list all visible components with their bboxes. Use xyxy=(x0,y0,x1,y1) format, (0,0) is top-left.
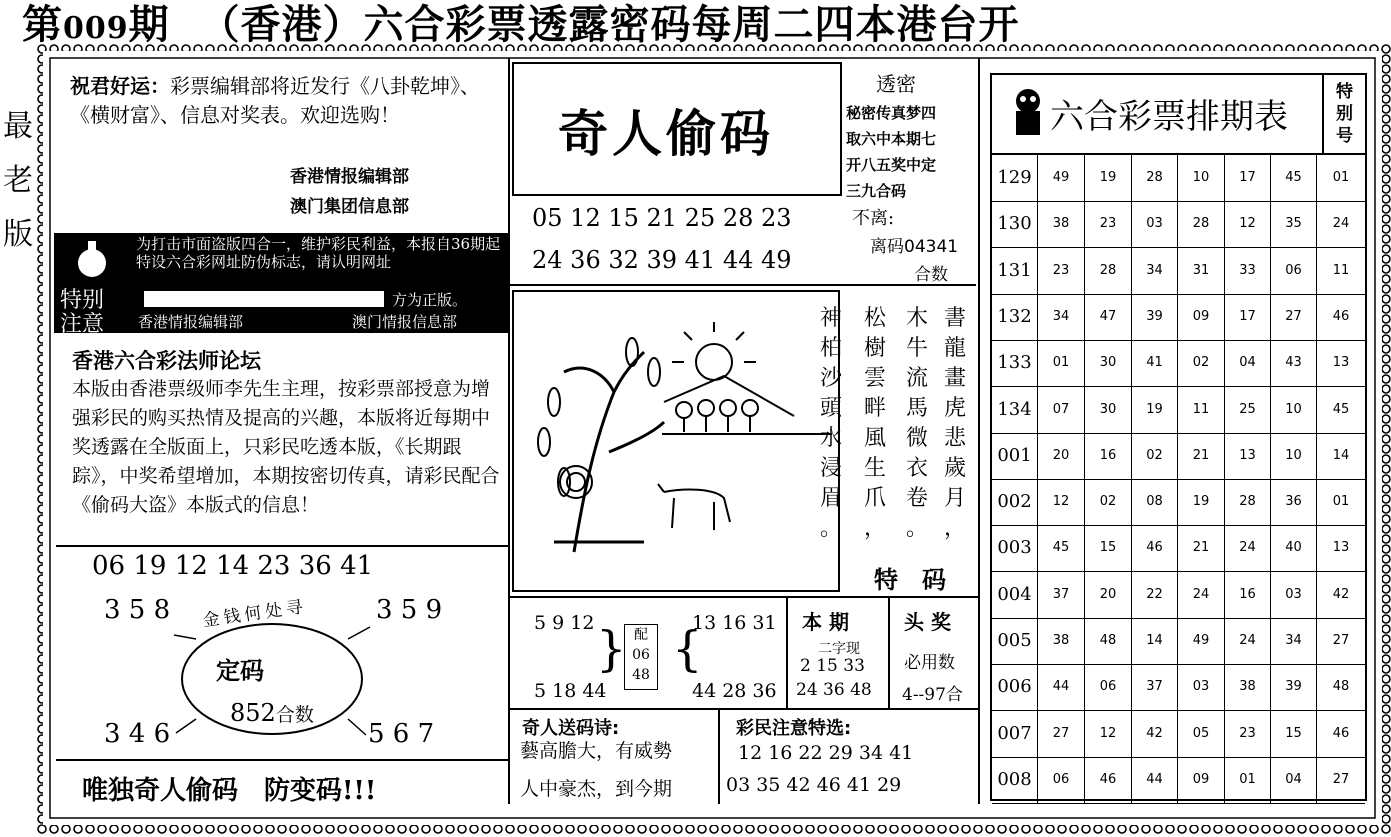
period-cell: 004 xyxy=(992,572,1038,618)
table-row xyxy=(992,572,1365,619)
number-cell: 28 xyxy=(1225,479,1271,525)
forum-panel xyxy=(56,335,508,547)
number-cell: 03 xyxy=(1132,201,1178,247)
greeting-lead: 祝君好运： xyxy=(70,74,170,98)
qiren-title-box xyxy=(512,62,842,196)
current-l1: 二字现 xyxy=(818,641,860,657)
notice-sign2: 澳门情报信息部 xyxy=(352,313,458,331)
send-poem-panel xyxy=(512,712,716,804)
number-cell: 28 xyxy=(1085,248,1132,294)
number-cell: 38 xyxy=(1038,201,1085,247)
number-cell: 37 xyxy=(1038,572,1085,618)
special-number-cell: 01 xyxy=(1332,170,1350,185)
number-cell: 15 xyxy=(1085,525,1132,571)
number-cell: 21 xyxy=(1178,433,1225,479)
number-cell: 02 xyxy=(1178,340,1225,386)
head-prize-l1: 必用数 xyxy=(904,653,955,673)
poem-col-4: 神 柏 沙 頭 水 浸 眉 。 xyxy=(819,306,842,541)
qiren-rule xyxy=(510,284,976,286)
poem-block xyxy=(816,304,976,548)
pick-l2: 03 35 42 46 41 29 xyxy=(726,774,902,796)
special-number-cell: 14 xyxy=(1332,447,1350,463)
middle-divider xyxy=(508,58,510,804)
number-cell: 20 xyxy=(1038,433,1085,479)
number-cell: 15 xyxy=(1271,711,1317,757)
number-cell: 38 xyxy=(1038,618,1085,664)
number-cell: 16 xyxy=(1085,433,1132,479)
table-row xyxy=(992,340,1365,387)
schedule-title: 六合彩票排期表 xyxy=(1050,97,1288,137)
number-cell: 30 xyxy=(1085,387,1132,433)
number-cell: 39 xyxy=(1271,664,1317,710)
pick-panel xyxy=(722,712,978,804)
reveal-l2: 取六中本期七 xyxy=(846,130,937,148)
forum-title: 香港六合彩法师论坛 xyxy=(72,349,261,373)
number-cell: 09 xyxy=(1178,757,1225,803)
table-row xyxy=(992,664,1365,711)
special-number-cell: 11 xyxy=(1332,262,1350,278)
number-cell: 46 xyxy=(1132,525,1178,571)
fixed-numbers: 06 19 12 14 23 36 41 xyxy=(92,551,374,581)
send-poem-l2: 人中豪杰，到今期 xyxy=(520,778,673,800)
mascot-icon xyxy=(1008,85,1048,141)
greeting-body: 彩票编辑部将近发行《八卦乾坤》、《横财富》、信息对奖表。欢迎选购！ xyxy=(70,74,480,127)
current-divider xyxy=(888,598,890,708)
reveal-l7: 合数 xyxy=(914,265,948,285)
send-divider xyxy=(718,710,720,804)
fixed-center-num: 852合数 xyxy=(230,699,314,727)
number-cell: 45 xyxy=(1271,155,1317,201)
number-cell: 24 xyxy=(1178,572,1225,618)
number-cell: 39 xyxy=(1132,294,1178,340)
gourd-icon xyxy=(64,237,124,281)
number-cell: 21 xyxy=(1178,525,1225,571)
poem-col-2: 木 牛 流 馬 微 衣 卷 。 xyxy=(905,306,928,541)
mid-bottom-rule-top xyxy=(510,596,980,598)
number-cell: 12 xyxy=(1225,201,1271,247)
number-cell: 01 xyxy=(1225,757,1271,803)
period-cell: 132 xyxy=(992,294,1038,340)
number-cell: 42 xyxy=(1132,711,1178,757)
special-number-cell: 13 xyxy=(1332,540,1350,556)
pair-divider xyxy=(786,598,788,708)
period-cell: 134 xyxy=(992,387,1038,433)
fixed-center: 定码 xyxy=(216,657,264,685)
number-cell: 10 xyxy=(1178,155,1225,201)
period-cell: 003 xyxy=(992,525,1038,571)
qiren-title: 奇人偷码 xyxy=(558,104,774,163)
special-notice xyxy=(54,233,508,337)
number-cell: 47 xyxy=(1085,294,1132,340)
table-row xyxy=(992,618,1365,665)
qiren-row1: 05 12 15 21 25 28 23 xyxy=(532,204,792,232)
current-l3: 24 36 48 xyxy=(796,680,872,700)
number-cell: 01 xyxy=(1038,340,1085,386)
number-cell: 08 xyxy=(1132,479,1178,525)
special-number-cell: 45 xyxy=(1332,401,1350,417)
head-prize-panel xyxy=(892,600,978,706)
illustration-box xyxy=(512,290,840,592)
reveal-l4: 三九合码 xyxy=(846,182,907,200)
poem-col-3: 松 樹 雲 畔 風 生 爪 ， xyxy=(863,306,886,541)
number-cell: 04 xyxy=(1271,757,1317,803)
number-cell: 22 xyxy=(1132,572,1178,618)
side-label: 最 老 版 xyxy=(3,109,33,252)
number-cell: 19 xyxy=(1085,155,1132,201)
number-cell: 23 xyxy=(1225,711,1271,757)
reveal-panel xyxy=(846,62,976,284)
notice-label1: 特别 xyxy=(60,288,105,313)
table-row xyxy=(992,757,1365,804)
pair-brace-right: { xyxy=(672,621,703,677)
number-cell: 48 xyxy=(1085,618,1132,664)
table-row xyxy=(992,433,1365,480)
number-cell: 23 xyxy=(1085,201,1132,247)
number-cell: 27 xyxy=(1038,711,1085,757)
page-title: 第009期 （香港）六合彩票透露密码每周二四本港台开 xyxy=(22,1,1020,48)
special-number-cell: 01 xyxy=(1332,494,1350,510)
period-cell: 133 xyxy=(992,340,1038,386)
slogan: 唯独奇人偷码 防变码!!! xyxy=(82,776,377,806)
schedule-table xyxy=(990,73,1367,801)
reveal-title: 透密 xyxy=(876,72,916,96)
number-cell: 27 xyxy=(1271,294,1317,340)
number-cell: 34 xyxy=(1132,248,1178,294)
number-cell: 02 xyxy=(1132,433,1178,479)
qiren-row2: 24 36 32 39 41 44 49 xyxy=(532,246,792,274)
notice-suffix: 方为正版。 xyxy=(392,291,468,309)
number-cell: 33 xyxy=(1225,248,1271,294)
special-number-cell: 46 xyxy=(1332,308,1350,324)
number-cell: 06 xyxy=(1085,664,1132,710)
number-cell: 09 xyxy=(1178,294,1225,340)
table-row xyxy=(992,155,1365,202)
fixed-arc: 金钱何处寻 xyxy=(201,596,309,632)
pair-mid-box: 配 06 48 xyxy=(624,624,658,690)
pair-right-bottom: 44 28 36 xyxy=(692,680,777,702)
schedule-header xyxy=(992,75,1365,155)
period-cell: 007 xyxy=(992,711,1038,757)
head-prize-l2: 4--97合 xyxy=(902,685,963,705)
number-cell: 06 xyxy=(1271,248,1317,294)
reveal-l3: 开八五奖中定 xyxy=(846,156,937,174)
send-poem-l1: 藝高膽大，有威勢 xyxy=(520,740,673,762)
current-panel xyxy=(790,600,886,706)
fixed-code-panel xyxy=(56,547,508,761)
pair-right-top: 13 16 31 xyxy=(692,612,777,634)
number-cell: 28 xyxy=(1178,201,1225,247)
fixed-tl: 3 5 8 xyxy=(104,595,171,625)
number-cell: 40 xyxy=(1271,525,1317,571)
period-cell: 131 xyxy=(992,248,1038,294)
number-cell: 06 xyxy=(1038,757,1085,803)
pair-panel xyxy=(512,600,784,706)
number-cell: 24 xyxy=(1225,618,1271,664)
number-cell: 25 xyxy=(1225,387,1271,433)
number-cell: 19 xyxy=(1178,479,1225,525)
period-cell: 005 xyxy=(992,618,1038,664)
number-cell: 10 xyxy=(1271,387,1317,433)
number-cell: 24 xyxy=(1225,525,1271,571)
number-cell: 49 xyxy=(1178,618,1225,664)
send-poem-title: 奇人送码诗: xyxy=(522,718,620,739)
pair-left-top: 5 9 12 xyxy=(534,612,595,634)
number-cell: 34 xyxy=(1271,618,1317,664)
pick-title: 彩民注意特选: xyxy=(736,718,852,739)
current-title: 本 期 xyxy=(802,610,849,634)
special-number-cell: 48 xyxy=(1332,679,1350,695)
period-cell: 130 xyxy=(992,201,1038,247)
number-cell: 19 xyxy=(1132,387,1178,433)
number-cell: 04 xyxy=(1225,340,1271,386)
number-cell: 45 xyxy=(1038,525,1085,571)
number-cell: 02 xyxy=(1085,479,1132,525)
number-cell: 17 xyxy=(1225,294,1271,340)
period-cell: 129 xyxy=(992,155,1038,201)
number-cell: 49 xyxy=(1038,155,1085,201)
number-cell: 31 xyxy=(1178,248,1225,294)
number-cell: 43 xyxy=(1271,340,1317,386)
right-divider xyxy=(978,58,980,804)
period-cell: 002 xyxy=(992,479,1038,525)
fixed-ellipse xyxy=(56,547,508,759)
number-cell: 41 xyxy=(1132,340,1178,386)
special-number-cell: 13 xyxy=(1332,355,1350,371)
reveal-l6: 离码04341 xyxy=(870,237,959,257)
reveal-l5: 不离: xyxy=(852,208,895,229)
pair-left-bottom: 5 18 44 xyxy=(534,680,607,702)
special-number-cell: 27 xyxy=(1332,633,1350,648)
reveal-l1: 秘密传真梦四 xyxy=(846,104,937,122)
special-number-cell: 27 xyxy=(1332,771,1350,787)
period-cell: 001 xyxy=(992,433,1038,479)
greeting-sign2: 澳门集团信息部 xyxy=(290,197,409,217)
number-cell: 28 xyxy=(1132,155,1178,201)
number-cell: 03 xyxy=(1178,664,1225,710)
table-row xyxy=(992,711,1365,758)
period-cell: 008 xyxy=(992,757,1038,803)
notice-text: 为打击市面盗版四合一，维护彩民利益，本报自36期起特设六合彩网址防伪标志，请认明网址 xyxy=(136,235,501,271)
number-cell: 07 xyxy=(1038,387,1085,433)
fixed-bl: 3 4 6 xyxy=(104,719,171,749)
number-cell: 12 xyxy=(1038,479,1085,525)
notice-label2: 注意 xyxy=(60,312,105,337)
url-blank xyxy=(144,291,384,307)
number-cell: 44 xyxy=(1132,757,1178,803)
special-number-cell: 24 xyxy=(1332,216,1350,232)
table-row xyxy=(992,248,1365,295)
period-cell: 006 xyxy=(992,664,1038,710)
number-cell: 16 xyxy=(1225,572,1271,618)
table-row xyxy=(992,387,1365,434)
greeting-panel xyxy=(56,62,508,232)
special-header: 特 别 号 xyxy=(1322,75,1365,153)
table-row xyxy=(992,294,1365,341)
number-cell: 37 xyxy=(1132,664,1178,710)
number-cell: 13 xyxy=(1225,433,1271,479)
number-cell: 38 xyxy=(1225,664,1271,710)
number-cell: 10 xyxy=(1271,433,1317,479)
number-cell: 35 xyxy=(1271,201,1317,247)
number-cell: 05 xyxy=(1178,711,1225,757)
number-cell: 46 xyxy=(1085,757,1132,803)
number-cell: 12 xyxy=(1085,711,1132,757)
number-cell: 20 xyxy=(1085,572,1132,618)
table-row xyxy=(992,525,1365,572)
current-l2: 2 15 33 xyxy=(800,656,865,676)
table-row xyxy=(992,479,1365,526)
forum-body: 本版由香港票级师李先生主理，按彩票部授意为增强彩民的购买热情及提高的兴趣，本版将近每期中奖透露在全版面上，只彩民吃透本版，《长期跟踪》，中奖希望增加，本期按密切传真，请彩民配合《偷码大盗》本版式的信息！ xyxy=(72,378,500,516)
fixed-br: 5 6 7 xyxy=(368,719,435,749)
pick-l1: 12 16 22 29 34 41 xyxy=(738,742,914,764)
mid-bottom-rule xyxy=(510,708,980,710)
number-cell: 34 xyxy=(1038,294,1085,340)
number-cell: 30 xyxy=(1085,340,1132,386)
number-cell: 14 xyxy=(1132,618,1178,664)
greeting-sign1: 香港情报编辑部 xyxy=(290,167,409,187)
special-number-cell: 46 xyxy=(1332,725,1350,741)
number-cell: 23 xyxy=(1038,248,1085,294)
pair-brace-left: } xyxy=(596,621,627,677)
tree-horse-illustration xyxy=(514,292,838,590)
number-cell: 17 xyxy=(1225,155,1271,201)
number-cell: 11 xyxy=(1178,387,1225,433)
notice-sign1: 香港情报编辑部 xyxy=(138,313,244,331)
number-cell: 36 xyxy=(1271,479,1317,525)
head-prize-title: 头 奖 xyxy=(904,610,951,634)
number-cell: 03 xyxy=(1271,572,1317,618)
table-row xyxy=(992,201,1365,248)
fixed-tr: 3 5 9 xyxy=(376,595,443,625)
special-number-cell: 42 xyxy=(1332,586,1350,602)
tema-label: 特 码 xyxy=(874,566,946,594)
number-cell: 44 xyxy=(1038,664,1085,710)
poem-col-1: 書 龍 畫 虎 悲 歲 月 ， xyxy=(943,306,966,541)
